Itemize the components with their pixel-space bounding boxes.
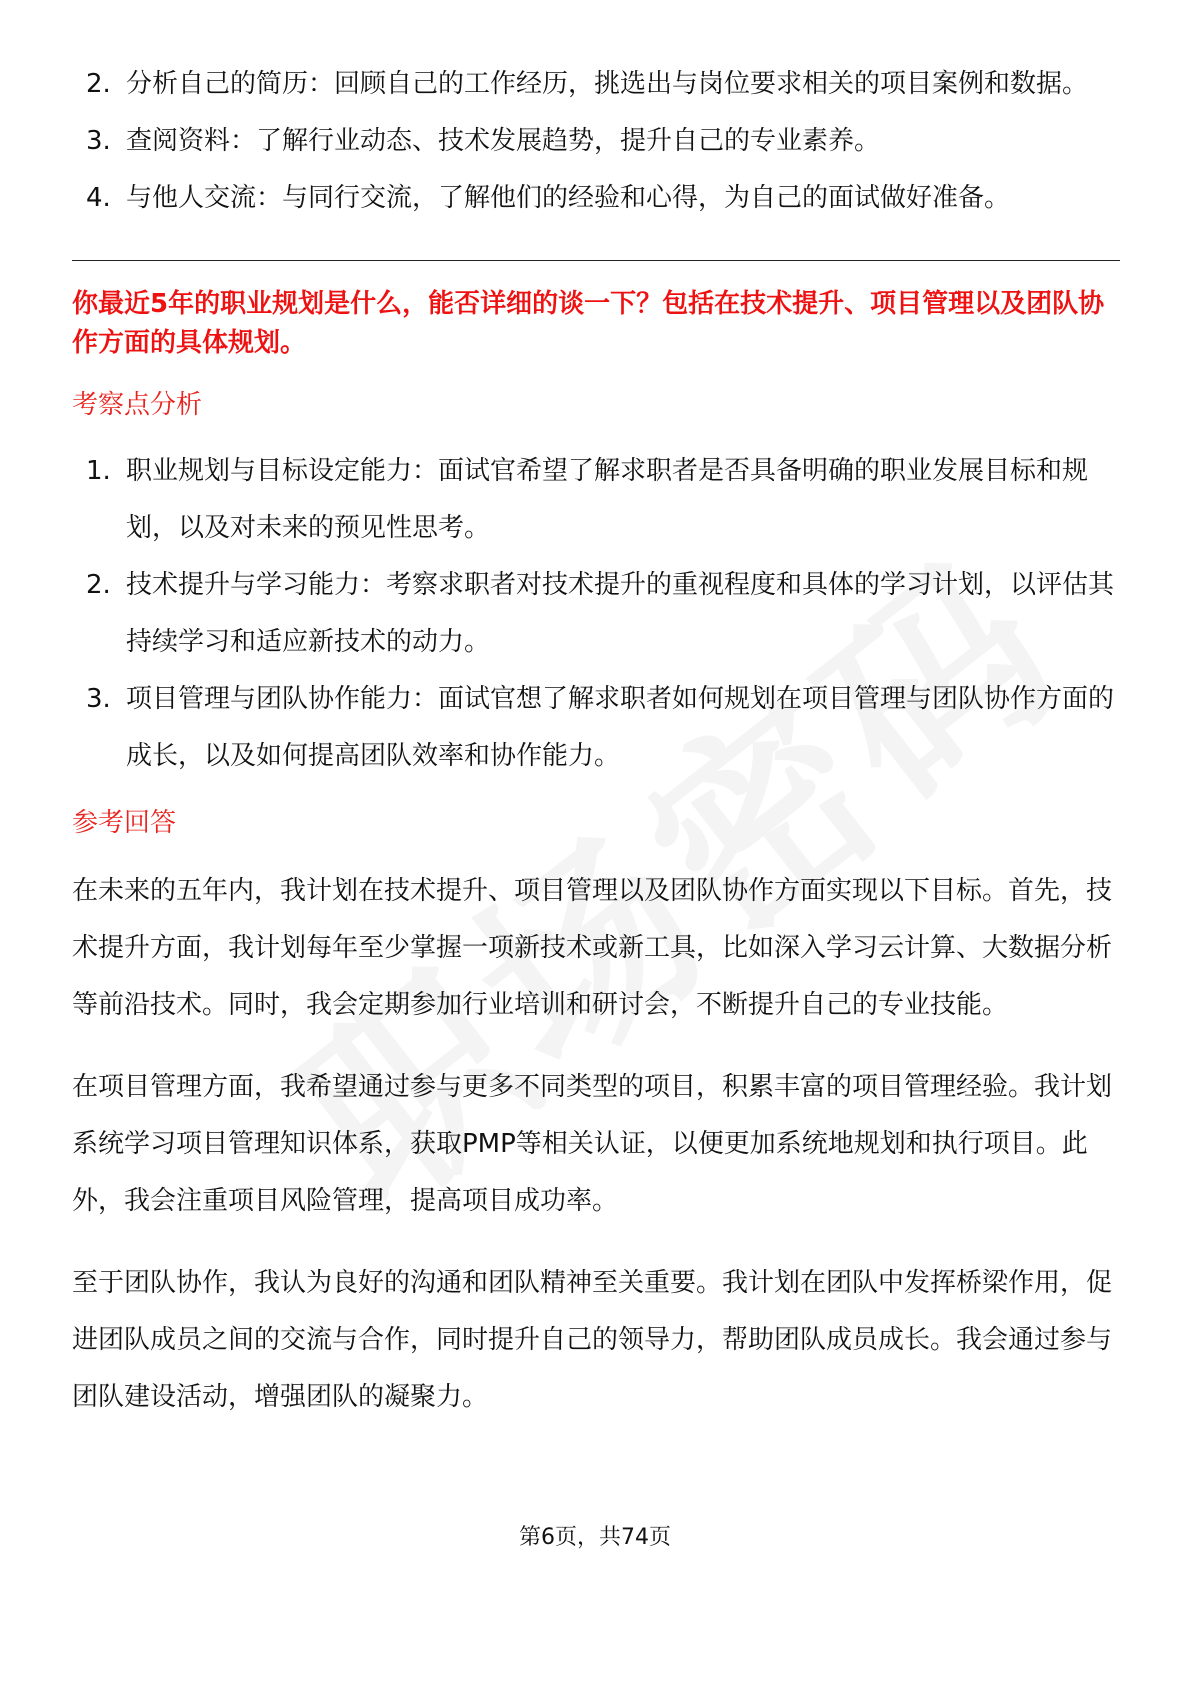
answer-label: 参考回答 bbox=[72, 808, 177, 838]
list-item-number: 2. bbox=[86, 69, 111, 99]
analysis-list bbox=[72, 443, 1120, 785]
list-item-number: 4. bbox=[86, 183, 111, 213]
list-item-number: 3. bbox=[86, 126, 111, 156]
list-item-number: 1. bbox=[86, 456, 111, 486]
answer-paragraph: 在项目管理方面，我希望通过参与更多不同类型的项目，积累丰富的项目管理经验。我计划系统学习项目管理知识体系，获取PMP等相关认证，以便更加系统地规划和执行项目。此外，我会注重项目风险管理，提高项目成功率。 bbox=[72, 1072, 1113, 1216]
list-item-number: 2. bbox=[86, 570, 111, 600]
list-item-number: 3. bbox=[86, 684, 111, 714]
preparation-list bbox=[72, 56, 1120, 227]
list-item bbox=[72, 56, 1120, 113]
list-item-text: 职业规划与目标设定能力：面试官希望了解求职者是否具备明确的职业发展目标和规划，以及对未来的预见性思考。 bbox=[126, 456, 1089, 543]
page-content bbox=[72, 56, 1120, 1426]
list-item bbox=[72, 443, 1120, 557]
list-item bbox=[72, 113, 1120, 170]
list-item-text: 项目管理与团队协作能力：面试官想了解求职者如何规划在项目管理与团队协作方面的成长，以及如何提高团队效率和协作能力。 bbox=[126, 684, 1115, 771]
list-item bbox=[72, 170, 1120, 227]
answer-paragraph: 在未来的五年内，我计划在技术提升、项目管理以及团队协作方面实现以下目标。首先，技术提升方面，我计划每年至少掌握一项新技术或新工具，比如深入学习云计算、大数据分析等前沿技术。同时，我会定期参加行业培训和研讨会，不断提升自己的专业技能。 bbox=[72, 876, 1113, 1020]
list-item-text: 技术提升与学习能力：考察求职者对技术提升的重视程度和具体的学习计划，以评估其持续学习和适应新技术的动力。 bbox=[126, 570, 1115, 657]
list-item-text: 与他人交流：与同行交流，了解他们的经验和心得，为自己的面试做好准备。 bbox=[126, 183, 1011, 213]
list-item bbox=[72, 671, 1120, 785]
question-heading: 你最近5年的职业规划是什么，能否详细的谈一下？包括在技术提升、项目管理以及团队协作方面的具体规划。 bbox=[72, 289, 1105, 358]
section-divider bbox=[72, 260, 1120, 261]
list-item-text: 分析自己的简历：回顾自己的工作经历，挑选出与岗位要求相关的项目案例和数据。 bbox=[126, 69, 1089, 99]
answer-paragraph: 至于团队协作，我认为良好的沟通和团队精神至关重要。我计划在团队中发挥桥梁作用，促进团队成员之间的交流与合作，同时提升自己的领导力，帮助团队成员成长。我会通过参与团队建设活动，增强团队的凝聚力。 bbox=[72, 1268, 1113, 1412]
list-item-text: 查阅资料：了解行业动态、技术发展趋势，提升自己的专业素养。 bbox=[126, 126, 881, 156]
analysis-label: 考察点分析 bbox=[72, 390, 203, 420]
list-item bbox=[72, 557, 1120, 671]
page-footer: 第6页，共74页 bbox=[519, 1525, 671, 1550]
